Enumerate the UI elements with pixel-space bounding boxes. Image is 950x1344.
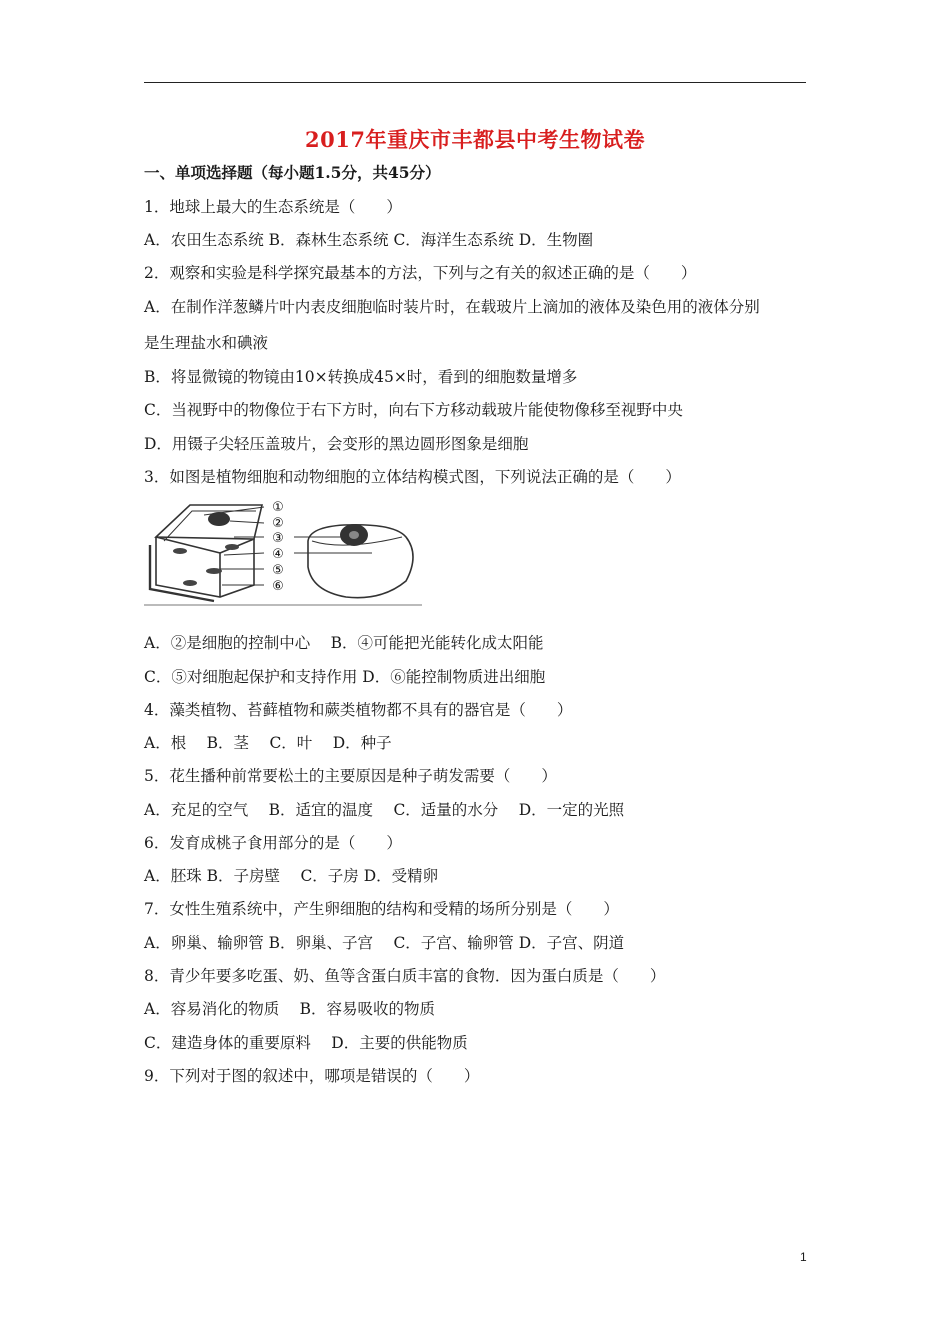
figure-label-3: ③ [272,531,284,546]
question-5: 5．花生播种前常要松土的主要原因是种子萌发需要（ ） [144,767,557,785]
question-2-option-a-cont: 是生理盐水和碘液 [144,334,269,352]
question-8-options-cd: C．建造身体的重要原料 D．主要的供能物质 [144,1034,468,1052]
cell-structure-figure [144,497,424,607]
question-8: 8．青少年要多吃蛋、奶、鱼等含蛋白质丰富的食物．因为蛋白质是（ ） [144,967,666,985]
question-1: 1．地球上最大的生态系统是（ ） [144,198,402,216]
question-2-option-d: D．用镊子尖轻压盖玻片，会变形的黑边圆形图象是细胞 [144,435,529,453]
figure-label-1: ① [272,500,284,515]
question-6-options: A．胚珠 B．子房壁 C．子房 D．受精卵 [144,867,439,885]
page-title: 2017年重庆市丰都县中考生物试卷 [305,127,645,152]
question-7-options: A．卵巢、输卵管 B．卵巢、子宫 C．子宫、输卵管 D．子宫、阴道 [144,934,625,952]
section-heading: 一、单项选择题（每小题1.5分，共45分） [144,163,441,182]
question-3-options-cd: C．⑤对细胞起保护和支持作用 D．⑥能控制物质进出细胞 [144,668,546,686]
question-8-options-ab: A．容易消化的物质 B．容易吸收的物质 [144,1000,436,1018]
question-2-option-a: A．在制作洋葱鳞片叶内表皮细胞临时装片时，在载玻片上滴加的液体及染色用的液体分别 [144,298,760,316]
question-6: 6．发育成桃子食用部分的是（ ） [144,834,402,852]
question-2-option-c: C．当视野中的物像位于右下方时，向右下方移动载玻片能使物像移至视野中央 [144,401,683,419]
question-5-options: A．充足的空气 B．适宜的温度 C．适量的水分 D．一定的光照 [144,801,625,819]
figure-label-6: ⑥ [272,579,284,594]
page-number: 1 [800,1250,807,1264]
question-2-option-b: B．将显微镜的物镜由10×转换成45×时，看到的细胞数量增多 [144,368,578,386]
question-3: 3．如图是植物细胞和动物细胞的立体结构模式图，下列说法正确的是（ ） [144,468,681,486]
question-7: 7．女性生殖系统中，产生卵细胞的结构和受精的场所分别是（ ） [144,900,619,918]
question-4-options: A．根 B．茎 C．叶 D．种子 [144,734,392,752]
question-1-options: A．农田生态系统 B．森林生态系统 C．海洋生态系统 D．生物圈 [144,231,594,249]
question-4: 4．藻类植物、苔藓植物和蕨类植物都不具有的器官是（ ） [144,701,573,719]
figure-label-5: ⑤ [272,563,284,578]
figure-label-4: ④ [272,547,284,562]
header-rule [144,82,806,83]
question-9: 9．下列对于图的叙述中，哪项是错误的（ ） [144,1067,480,1085]
figure-label-2: ② [272,516,284,531]
question-3-options-ab: A．②是细胞的控制中心 B．④可能把光能转化成太阳能 [144,634,544,652]
question-2: 2．观察和实验是科学探究最基本的方法，下列与之有关的叙述正确的是（ ） [144,264,697,282]
